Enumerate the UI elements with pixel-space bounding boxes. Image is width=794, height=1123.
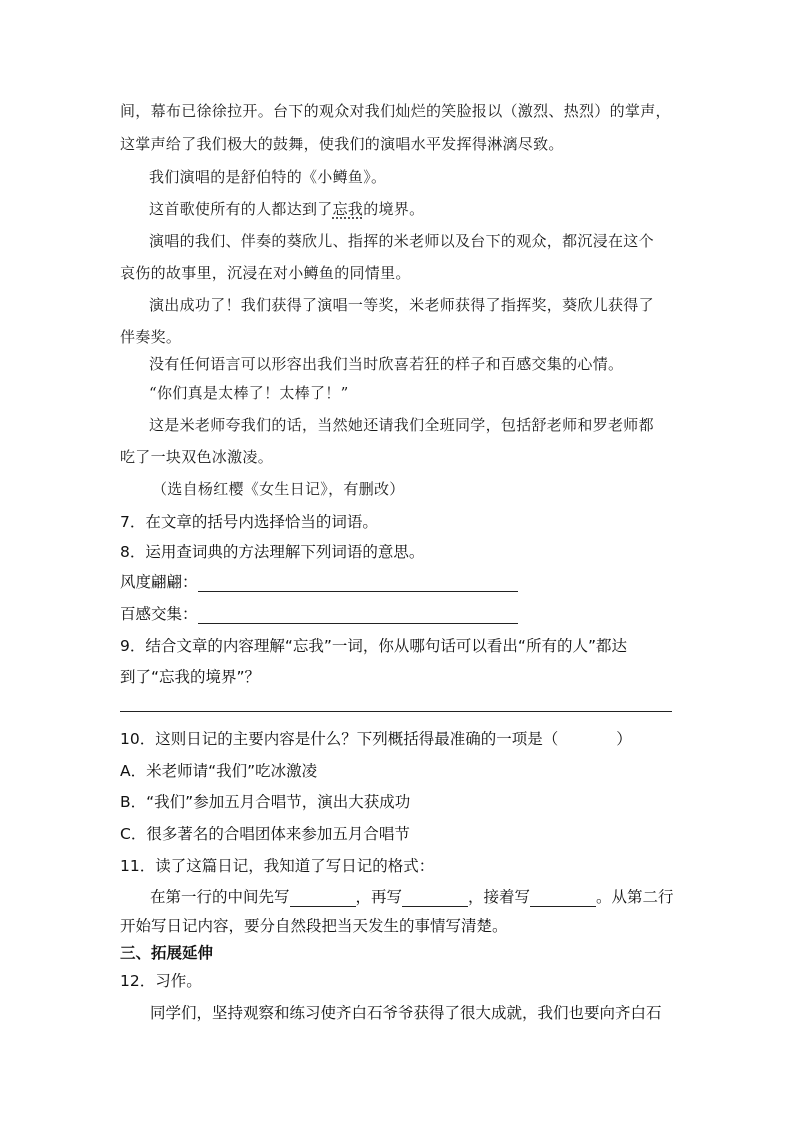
section-heading: 三、拓展延伸	[120, 944, 214, 962]
q8-item-2	[120, 602, 518, 624]
question-9-cont: 到了“忘我的境界”？	[120, 668, 261, 686]
question-12-prompt: 同学们，坚持观察和练习使齐白石爷爷获得了很大成就，我们也要向齐白石	[150, 1004, 662, 1022]
passage-line	[149, 198, 424, 219]
question-12: 12．习作。	[120, 972, 202, 990]
question-11-line3: 开始写日记内容，要分自然段把当天发生的事情写清楚。	[120, 917, 508, 935]
question-7: 7．在文章的括号内选择恰当的词语。	[120, 513, 378, 531]
q11-text: ，再写	[355, 888, 403, 906]
passage-line: 吃了一块双色冰激凌。	[120, 448, 274, 466]
question-8: 8．运用查词典的方法理解下列词语的意思。	[120, 543, 425, 561]
passage-line: 我们演唱的是舒伯特的《小鳟鱼》。	[149, 168, 387, 186]
q10-option-c: C．很多著名的合唱团体来参加五月合唱节	[120, 825, 410, 843]
passage-line: 伴奏奖。	[120, 328, 182, 346]
passage-text: 的境界。	[363, 200, 425, 218]
question-10	[120, 727, 632, 749]
passage-line: 间，幕布已徐徐拉开。台下的观众对我们灿烂的笑脸报以（激烈、热烈）的掌声，	[120, 102, 671, 120]
answer-line[interactable]	[120, 711, 672, 712]
passage-text: 这首歌使所有的人都达到了	[149, 200, 333, 218]
q8-word: 风度翩翩：	[120, 573, 198, 591]
passage-line: 没有任何语言可以形容出我们当时欣喜若狂的样子和百感交集的心情。	[149, 355, 624, 373]
q8-item-1	[120, 570, 518, 592]
answer-blank[interactable]	[290, 892, 356, 907]
passage-line: 演出成功了！我们获得了演唱一等奖，米老师获得了指挥奖，葵欣儿获得了	[149, 296, 654, 314]
question-9: 9．结合文章的内容理解“忘我”一词，你从哪句话可以看出“所有的人”都达	[120, 637, 627, 655]
question-11-line2	[150, 885, 674, 907]
marked-word: 忘我	[332, 200, 364, 218]
passage-line: 哀伤的故事里，沉浸在对小鳟鱼的同情里。	[120, 264, 411, 282]
passage-line: 演唱的我们、伴奏的葵欣儿、指挥的米老师以及台下的观众，都沉浸在这个	[149, 232, 654, 250]
passage-line: “你们真是太棒了！太棒了！”	[149, 384, 349, 402]
q10-text: 10．这则日记的主要内容是什么？下列概括得最准确的一项是（	[120, 730, 559, 748]
passage-line: 这是米老师夸我们的话，当然她还请我们全班同学，包括舒老师和罗老师都	[149, 416, 654, 434]
answer-blank[interactable]	[402, 892, 468, 907]
question-11: 11．读了这篇日记，我知道了写日记的格式：	[120, 857, 435, 875]
answer-blank[interactable]	[530, 892, 596, 907]
passage-source: （选自杨红樱《女生日记》，有删改）	[152, 480, 405, 498]
answer-blank[interactable]	[198, 577, 518, 592]
q11-text: 。从第二行	[596, 888, 674, 906]
q11-text: ，接着写	[468, 888, 531, 906]
q10-option-a: A．米老师请“我们”吃冰激凌	[120, 762, 318, 780]
q10-option-b: B．“我们”参加五月合唱节，演出大获成功	[120, 793, 411, 811]
answer-blank[interactable]	[198, 609, 518, 624]
q8-word: 百感交集：	[120, 605, 198, 623]
passage-line: 这掌声给了我们极大的鼓舞，使我们的演唱水平发挥得淋漓尽致。	[120, 135, 564, 153]
q10-text: ）	[616, 730, 632, 748]
q11-text: 在第一行的中间先写	[150, 888, 290, 906]
